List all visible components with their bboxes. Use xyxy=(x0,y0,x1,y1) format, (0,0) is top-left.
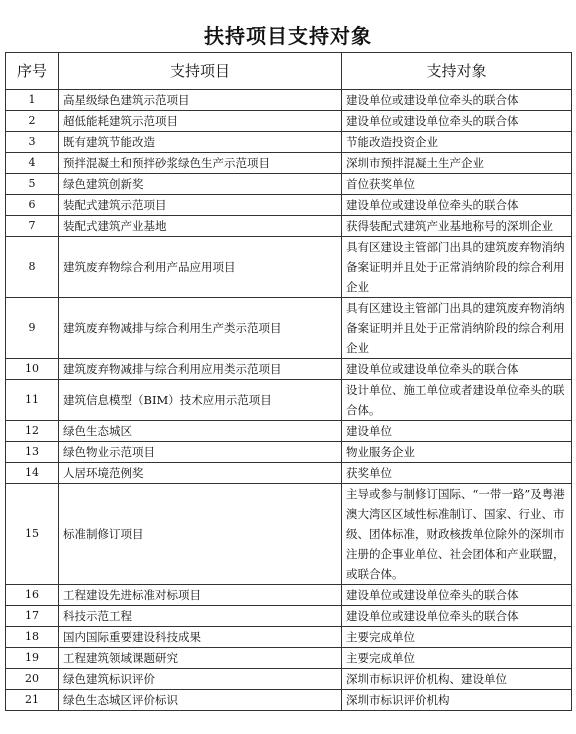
table-row xyxy=(6,298,572,359)
target-cell: 深圳市标识评价机构、建设单位 xyxy=(342,669,572,690)
project-cell: 绿色建筑创新奖 xyxy=(59,174,342,195)
project-cell: 工程建筑领域课题研究 xyxy=(59,648,342,669)
target-cell: 建设单位或建设单位牵头的联合体 xyxy=(342,111,572,132)
row-number: 3 xyxy=(6,132,59,153)
project-cell: 标准制修订项目 xyxy=(59,484,342,585)
target-cell: 具有区建设主管部门出具的建筑废弃物消纳备案证明并且处于正常消纳阶段的综合利用企业 xyxy=(342,237,572,298)
table-header-row xyxy=(6,53,572,90)
table-row xyxy=(6,606,572,627)
table-row xyxy=(6,484,572,585)
row-number: 16 xyxy=(6,585,59,606)
target-cell: 主要完成单位 xyxy=(342,627,572,648)
target-cell: 首位获奖单位 xyxy=(342,174,572,195)
project-cell: 绿色生态城区评价标识 xyxy=(59,690,342,711)
target-cell: 设计单位、施工单位或者建设单位牵头的联合体。 xyxy=(342,380,572,421)
target-cell: 具有区建设主管部门出具的建筑废弃物消纳备案证明并且处于正常消纳阶段的综合利用企业 xyxy=(342,298,572,359)
target-cell: 获得装配式建筑产业基地称号的深圳企业 xyxy=(342,216,572,237)
row-number: 21 xyxy=(6,690,59,711)
target-cell: 深圳市标识评价机构 xyxy=(342,690,572,711)
header-no: 序号 xyxy=(6,53,59,90)
row-number: 14 xyxy=(6,463,59,484)
header-target: 支持对象 xyxy=(342,53,572,90)
target-cell: 获奖单位 xyxy=(342,463,572,484)
row-number: 15 xyxy=(6,484,59,585)
row-number: 10 xyxy=(6,359,59,380)
row-number: 9 xyxy=(6,298,59,359)
target-cell: 建设单位或建设单位牵头的联合体 xyxy=(342,195,572,216)
project-cell: 装配式建筑示范项目 xyxy=(59,195,342,216)
project-cell: 人居环境范例奖 xyxy=(59,463,342,484)
table-row xyxy=(6,463,572,484)
row-number: 8 xyxy=(6,237,59,298)
project-cell: 工程建设先进标准对标项目 xyxy=(59,585,342,606)
table-row xyxy=(6,648,572,669)
table-row xyxy=(6,627,572,648)
project-cell: 高星级绿色建筑示范项目 xyxy=(59,90,342,111)
project-cell: 既有建筑节能改造 xyxy=(59,132,342,153)
project-cell: 装配式建筑产业基地 xyxy=(59,216,342,237)
row-number: 18 xyxy=(6,627,59,648)
row-number: 13 xyxy=(6,442,59,463)
table-row xyxy=(6,442,572,463)
table-body xyxy=(6,90,572,711)
table-row xyxy=(6,195,572,216)
table-row xyxy=(6,359,572,380)
target-cell: 建设单位或建设单位牵头的联合体 xyxy=(342,359,572,380)
row-number: 11 xyxy=(6,380,59,421)
row-number: 17 xyxy=(6,606,59,627)
project-cell: 建筑信息模型（BIM）技术应用示范项目 xyxy=(59,380,342,421)
table-row xyxy=(6,153,572,174)
table-row xyxy=(6,174,572,195)
table-row xyxy=(6,585,572,606)
project-cell: 建筑废弃物减排与综合利用生产类示范项目 xyxy=(59,298,342,359)
target-cell: 建设单位或建设单位牵头的联合体 xyxy=(342,585,572,606)
row-number: 1 xyxy=(6,90,59,111)
row-number: 4 xyxy=(6,153,59,174)
table-row xyxy=(6,669,572,690)
table-row xyxy=(6,421,572,442)
row-number: 12 xyxy=(6,421,59,442)
target-cell: 深圳市预拌混凝土生产企业 xyxy=(342,153,572,174)
project-cell: 建筑废弃物综合利用产品应用项目 xyxy=(59,237,342,298)
project-cell: 绿色生态城区 xyxy=(59,421,342,442)
target-cell: 建设单位或建设单位牵头的联合体 xyxy=(342,606,572,627)
target-cell: 节能改造投资企业 xyxy=(342,132,572,153)
table-row xyxy=(6,216,572,237)
project-cell: 超低能耗建筑示范项目 xyxy=(59,111,342,132)
project-cell: 绿色建筑标识评价 xyxy=(59,669,342,690)
table-row xyxy=(6,90,572,111)
target-cell: 建设单位 xyxy=(342,421,572,442)
header-project: 支持项目 xyxy=(59,53,342,90)
project-cell: 绿色物业示范项目 xyxy=(59,442,342,463)
page-title: 扶持项目支持对象 xyxy=(204,24,372,48)
row-number: 2 xyxy=(6,111,59,132)
row-number: 20 xyxy=(6,669,59,690)
project-cell: 预拌混凝土和预拌砂浆绿色生产示范项目 xyxy=(59,153,342,174)
table-row xyxy=(6,380,572,421)
row-number: 7 xyxy=(6,216,59,237)
row-number: 6 xyxy=(6,195,59,216)
table-row xyxy=(6,690,572,711)
row-number: 5 xyxy=(6,174,59,195)
table-row xyxy=(6,132,572,153)
project-cell: 科技示范工程 xyxy=(59,606,342,627)
table-row xyxy=(6,111,572,132)
table-row xyxy=(6,237,572,298)
row-number: 19 xyxy=(6,648,59,669)
project-cell: 建筑废弃物减排与综合利用应用类示范项目 xyxy=(59,359,342,380)
target-cell: 建设单位或建设单位牵头的联合体 xyxy=(342,90,572,111)
target-cell: 主要完成单位 xyxy=(342,648,572,669)
target-cell: 物业服务企业 xyxy=(342,442,572,463)
support-table xyxy=(5,52,572,711)
target-cell: 主导或参与制修订国际、“一带一路”及粤港澳大湾区区域性标准制订、国家、行业、市级、团体标准，财政核拨单位除外的深圳市注册的企事业单位、社会团体和产业联盟，或联合体。 xyxy=(342,484,572,585)
project-cell: 国内国际重要建设科技成果 xyxy=(59,627,342,648)
